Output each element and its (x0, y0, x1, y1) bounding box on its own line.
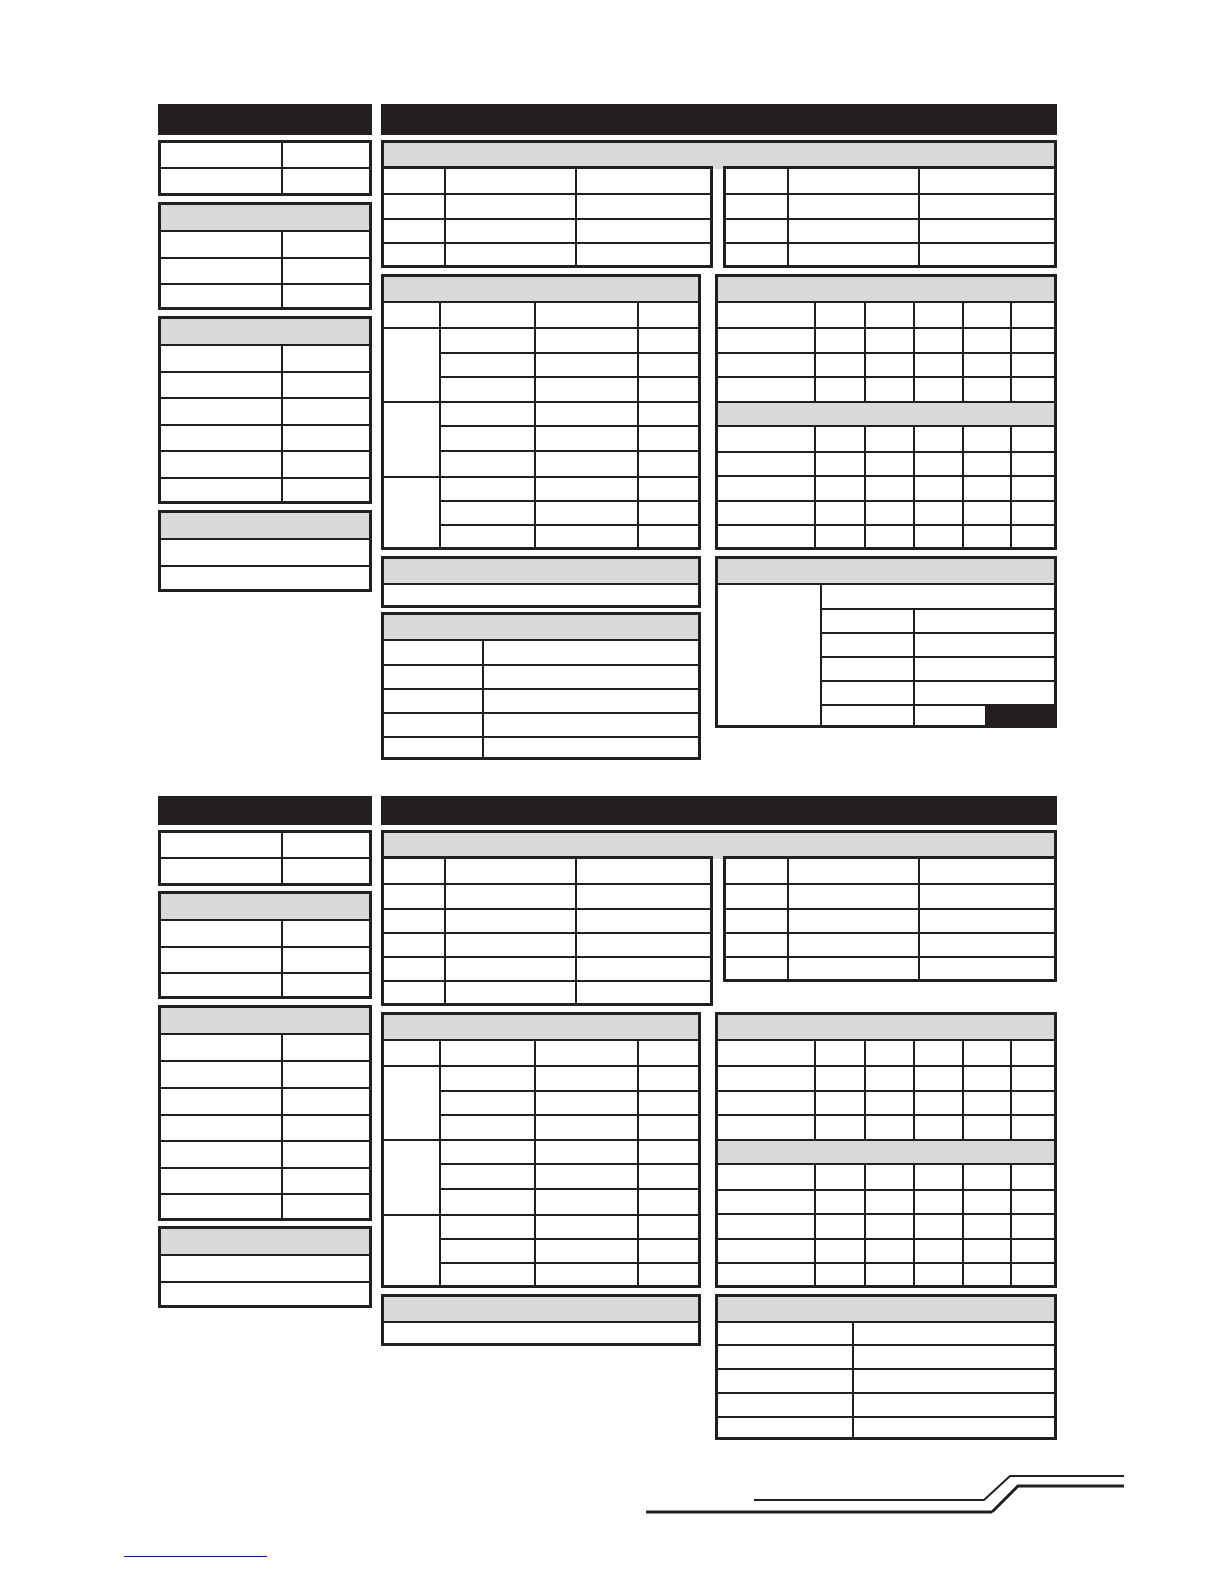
left-info-table-2 (158, 830, 372, 886)
nested-table-1 (715, 556, 1057, 728)
left-section-table-4 (158, 510, 372, 592)
link-underline[interactable] (124, 1556, 267, 1557)
grouped-table-1 (381, 274, 701, 550)
left-section-table-2b (158, 891, 372, 999)
grouped-table-2 (381, 1012, 701, 1288)
footer-swoosh-graphic (640, 1470, 1224, 1520)
left-column-header-2 (158, 796, 372, 825)
matrix-table-1 (715, 274, 1057, 550)
main-grid-right-table (723, 166, 1057, 268)
left-section-table-3b (158, 1005, 372, 1221)
left-column-header (158, 104, 372, 135)
left-section-table-2 (158, 202, 372, 310)
left-info-table (158, 140, 372, 196)
right-column-header-2 (381, 796, 1057, 825)
filled-cell (985, 705, 1054, 725)
main-grid-top-banner (381, 140, 1057, 169)
main-grid-left-table-2 (381, 856, 713, 1006)
single-row-table-1 (381, 556, 701, 608)
left-section-table-3 (158, 316, 372, 504)
left-section-table-4b (158, 1226, 372, 1308)
matrix-table-2 (715, 1012, 1057, 1288)
right-column-header (381, 104, 1057, 135)
single-row-table-2 (381, 1294, 701, 1346)
main-grid-left-table (381, 166, 713, 268)
main-grid-right-table-2 (723, 856, 1057, 982)
main-grid-top-banner-2 (381, 830, 1057, 859)
two-column-table-2 (715, 1294, 1057, 1440)
two-column-table-1 (381, 612, 701, 760)
